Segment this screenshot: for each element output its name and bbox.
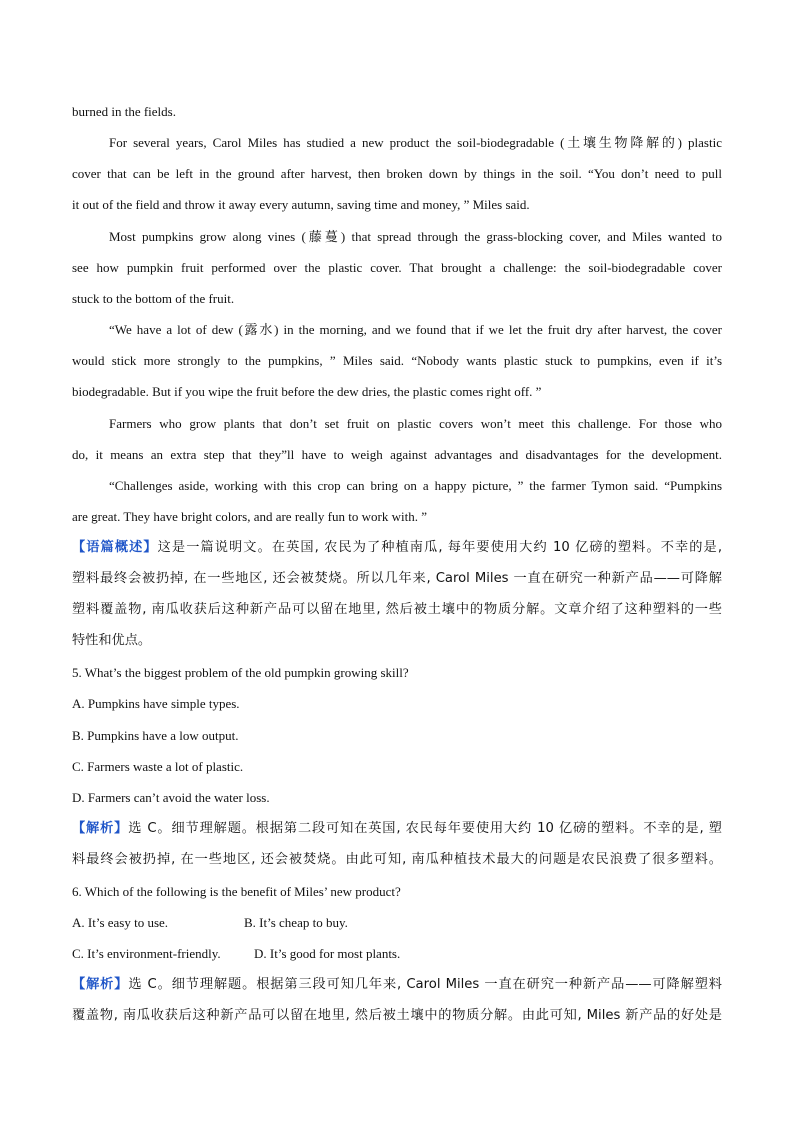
summary-line: 特性和优点。 (72, 633, 152, 648)
q6-analysis-line: 覆盖物, 南瓜收获后这种新产品可以留在地里, 然后被土壤中的物质分解。由此可知, Miles 新产品的好处是 (72, 1008, 722, 1023)
passage-line: are great. They have bright colors, and are really fun to work with. ” (72, 509, 427, 524)
document-page (72, 0, 722, 1123)
q6-option-b: B. It’s cheap to buy. (244, 915, 348, 930)
q6-option-a: A. It’s easy to use. (72, 915, 169, 930)
passage-line: burned in the fields. (72, 104, 176, 119)
summary-tag: 【语篇概述】 (72, 540, 158, 555)
passage-line: see how pumpkin fruit performed over the plastic cover. That brought a challenge: the soil-biodegradable cover (72, 260, 722, 275)
summary-line: 【语篇概述】这是一篇说明文。在英国, 农民为了种植南瓜, 每年要使用大约 10 亿磅的塑料。不幸的是, (72, 540, 723, 555)
passage-line: stuck to the bottom of the fruit. (72, 291, 235, 306)
q6-option-c: C. It’s environment-friendly. (72, 946, 221, 961)
q5-option-b: B. Pumpkins have a low output. (72, 728, 239, 743)
passage-line: Most pumpkins grow along vines (藤蔓) that spread through the grass-blocking cover, and Miles wanted to (109, 229, 722, 244)
summary-line: 塑料覆盖物, 南瓜收获后这种新产品可以留在地里, 然后被土壤中的物质分解。文章介绍了这种塑料的一些 (72, 602, 722, 617)
q5-option-c: C. Farmers waste a lot of plastic. (72, 759, 244, 774)
passage-line: “Challenges aside, working with this crop can bring on a happy picture, ” the farmer Tymon said. “Pumpkins (109, 478, 722, 493)
q6-analysis-line: 【解析】选 C。细节理解题。根据第三段可知几年来, Carol Miles 一直在研究一种新产品——可降解塑料 (72, 977, 722, 992)
passage-line: biodegradable. But if you wipe the fruit before the dew dries, the plastic comes right off. ” (72, 384, 542, 399)
passage-line: it out of the field and throw it away every autumn, saving time and money, ” Miles said. (72, 197, 530, 212)
analysis-tag: 【解析】 (72, 977, 129, 992)
passage-line: “We have a lot of dew (露水) in the morning, and we found that if we let the fruit dry after harvest, the cover (109, 322, 722, 337)
q5-option-a: A. Pumpkins have simple types. (72, 696, 240, 711)
question-6-stem: 6. Which of the following is the benefit of Miles’ new product? (72, 884, 401, 899)
q5-analysis-line: 料最终会被扔掉, 在一些地区, 还会被焚烧。由此可知, 南瓜种植技术最大的问题是农民浪费了很多塑料。 (72, 852, 722, 867)
question-5-stem: 5. What’s the biggest problem of the old pumpkin growing skill? (72, 665, 409, 680)
q5-option-d: D. Farmers can’t avoid the water loss. (72, 790, 270, 805)
passage-line: do, it means an extra step that they”ll have to weigh against advantages and disadvantages for the development. (72, 447, 722, 462)
passage-line: would stick more strongly to the pumpkins, ” Miles said. “Nobody wants plastic stuck to pumpkins, even if it’s (72, 353, 722, 368)
summary-line: 塑料最终会被扔掉, 在一些地区, 还会被焚烧。所以几年来, Carol Miles 一直在研究一种新产品——可降解 (72, 571, 722, 586)
passage-line: Farmers who grow plants that don’t set fruit on plastic covers won’t meet this challenge. For those who (109, 416, 722, 431)
analysis-tag: 【解析】 (72, 821, 129, 836)
q5-analysis-line: 【解析】选 C。细节理解题。根据第二段可知在英国, 农民每年要使用大约 10 亿磅的塑料。不幸的是, 塑 (72, 821, 722, 836)
passage-line: For several years, Carol Miles has studied a new product the soil-biodegradable (土壤生物降解的) plastic (109, 135, 722, 150)
passage-line: cover that can be left in the ground after harvest, then broken down by things in the soil. “You don’t need to pull (72, 166, 722, 181)
q6-option-d: D. It’s good for most plants. (254, 946, 401, 961)
